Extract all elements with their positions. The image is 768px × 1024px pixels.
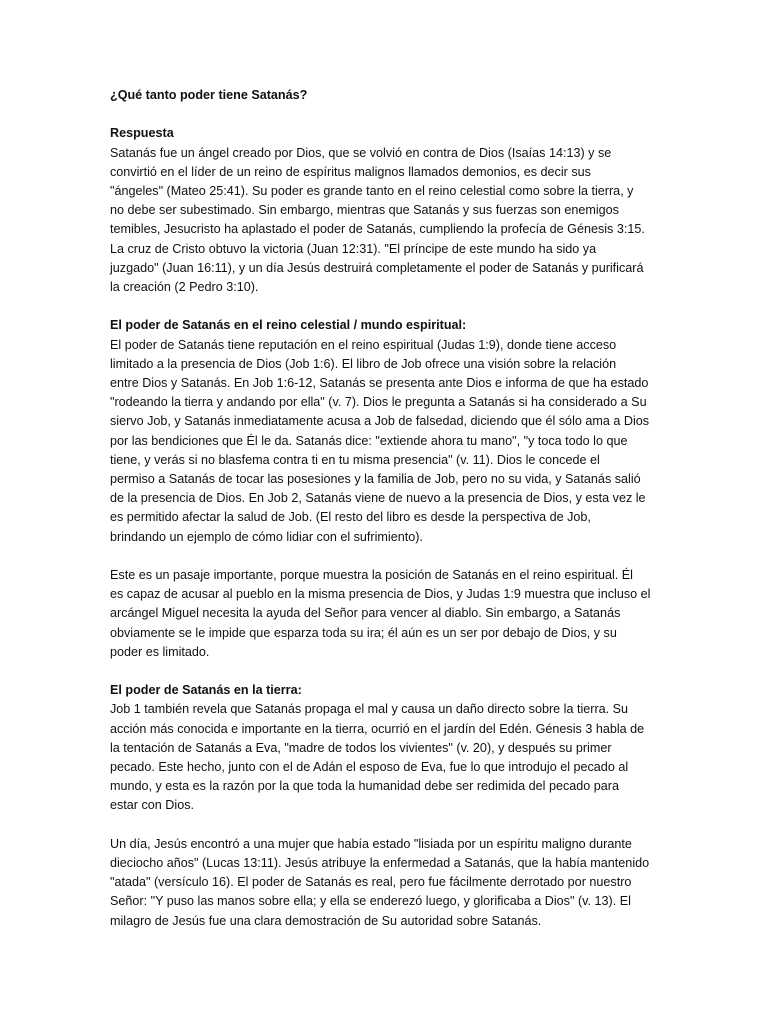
paragraph-line: dieciocho años" (Lucas 13:11). Jesús atribuye la enfermedad a Satanás, que la había mantenido [110, 856, 650, 871]
paragraph-gap [110, 547, 666, 566]
paragraph-line: la creación (2 Pedro 3:10). [110, 280, 259, 295]
paragraph-line: la tentación de Satanás a Eva, "madre de todos los vivientes" (v. 20), y después su primer [110, 740, 612, 755]
section-heading: El poder de Satanás en el reino celestial / mundo espiritual: [110, 318, 467, 333]
paragraph-line: entre Dios y Satanás. En Job 1:6-12, Satanás se presenta ante Dios e informa de que ha estado [110, 376, 649, 391]
paragraph-line: arcángel Miguel necesita la ayuda del Señor para vencer al diablo. Sin embargo, a Satanás [110, 606, 621, 621]
paragraph-line: estar con Dios. [110, 798, 194, 813]
section-pasaje-importante [110, 566, 666, 662]
paragraph-line: acción más conocida e importante en la tierra, ocurrió en el jardín del Edén. Génesis 3 habla de [110, 721, 645, 736]
paragraph-line: "rodeando la tierra y andando por ella" (v. 7). Dios le pregunta a Satanás si ha considerado a Su [110, 395, 647, 410]
document-title: ¿Qué tanto poder tiene Satanás? [110, 88, 308, 102]
paragraph-line: brindando un ejemplo de cómo lidiar con el sufrimiento). [110, 529, 423, 544]
paragraph-line: "atada" (versículo 16). El poder de Satanás es real, pero fue fácilmente derrotado por nuestro [110, 875, 632, 890]
paragraph-line: limitado a la presencia de Dios (Job 1:6). El libro de Job ofrece una visión sobre la relación [110, 356, 617, 371]
paragraph-line: "ángeles" (Mateo 25:41). Su poder es grande tanto en el reino celestial como sobre la tierra, y [110, 184, 634, 198]
paragraph-line: mundo, y esta es la razón por la que toda la humanidad debe ser redimida del pecado para [110, 779, 619, 794]
document-page [110, 86, 666, 931]
paragraph-line: obviamente se le impide que esparza toda su ira; él aún es un ser por debajo de Dios, y su [110, 625, 617, 640]
section-respuesta [110, 124, 666, 297]
paragraph-line: La cruz de Cristo obtuvo la victoria (Juan 12:31). "El príncipe de este mundo ha sido ya [110, 241, 597, 256]
paragraph-line: Satanás fue un ángel creado por Dios, que se volvió en contra de Dios (Isaías 14:13) y se [110, 145, 612, 160]
paragraph-line: tiene, y verás si no blasfema contra ti en tu misma presencia" (v. 11). Dios le concede el [110, 452, 600, 467]
paragraph-line: Un día, Jesús encontró a una mujer que había estado "lisiada por un espíritu maligno durante [110, 836, 632, 851]
paragraph-gap [110, 297, 666, 316]
paragraph-line: es capaz de acusar al pueblo en la misma presencia de Dios, y Judas 1:9 muestra que incluso el [110, 587, 651, 602]
paragraph-line: convirtió en el líder de un reino de espíritus malignos llamados demonios, es decir sus [110, 164, 591, 179]
paragraph-line: de la presencia de Dios. En Job 2, Satanás viene de nuevo a la presencia de Dios, y esta vez le [110, 491, 646, 506]
section-reino-celestial [110, 316, 666, 546]
paragraph-line: por las bendiciones que Él le da. Satanás dice: "extiende ahora tu mano", "y toca todo lo que [110, 433, 628, 448]
paragraph-line: pecado. Este hecho, junto con el de Adán el esposo de Eva, fue lo que introdujo el pecado al [110, 760, 629, 775]
paragraph-line: juzgado" (Juan 16:11), y un día Jesús destruirá completamente el poder de Satanás y purificará [110, 260, 644, 275]
section-mujer-lisiada [110, 835, 666, 931]
section-tierra [110, 681, 666, 815]
paragraph-line: milagro de Jesús fue una clara demostración de Su autoridad sobre Satanás. [110, 913, 542, 928]
paragraph-line: es permitido afectar la salud de Job. (El resto del libro es desde la perspectiva de Job, [110, 510, 591, 525]
paragraph-line: El poder de Satanás tiene reputación en el reino espiritual (Judas 1:9), donde tiene acceso [110, 337, 617, 352]
paragraph-line: permiso a Satanás de tocar las posesiones y la familia de Job, pero no su vida, y Satanás salió [110, 472, 641, 487]
paragraph-line: Este es un pasaje importante, porque muestra la posición de Satanás en el reino espiritual. Él [110, 568, 633, 583]
section-heading: Respuesta [110, 126, 174, 141]
paragraph-line: no debe ser subestimado. Sin embargo, mientras que Satanás y sus fuerzas son enemigos [110, 203, 619, 218]
paragraph-line: Job 1 también revela que Satanás propaga el mal y causa un daño directo sobre la tierra. Su [110, 702, 629, 717]
paragraph-gap [110, 105, 666, 124]
paragraph-gap [110, 816, 666, 835]
paragraph-line: siervo Job, y Satanás inmediatamente acusa a Job de falsedad, diciendo que él sólo ama a Dios [110, 414, 650, 429]
paragraph-line: temibles, Jesucristo ha aplastado el poder de Satanás, cumpliendo la profecía de Génesis 3:15. [110, 222, 645, 237]
paragraph-line: poder es limitado. [110, 644, 210, 659]
paragraph-gap [110, 662, 666, 681]
paragraph-line: Señor: "Y puso las manos sobre ella; y ella se enderezó luego, y glorificaba a Dios" (v. 13). El [110, 894, 631, 909]
section-heading: El poder de Satanás en la tierra: [110, 683, 302, 698]
